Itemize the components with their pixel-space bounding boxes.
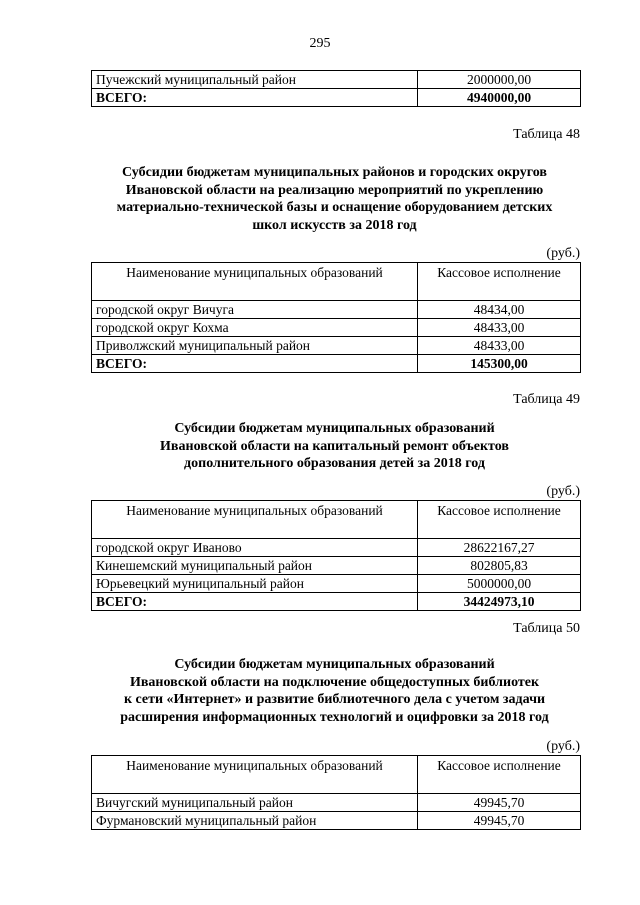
- total-row: [92, 89, 581, 107]
- amount-value: 49945,70: [418, 812, 581, 830]
- table-50-label: Таблица 50: [513, 621, 580, 636]
- table-49-label: Таблица 49: [513, 392, 580, 407]
- table-row: [92, 794, 581, 812]
- unit-label: (руб.): [546, 739, 580, 754]
- column-header-name: Наименование муниципальных образований: [92, 263, 418, 301]
- table-row: [92, 337, 581, 355]
- amount-value: 802805,83: [418, 557, 581, 575]
- header-row: [92, 263, 581, 301]
- municipality-name: Фурмановский муниципальный район: [92, 812, 418, 830]
- unit-label: (руб.): [546, 484, 580, 499]
- title-line: Ивановской области на подключение общедоступных библиотек: [129, 674, 540, 690]
- table-row: [92, 575, 581, 593]
- column-header-amount: Кассовое исполнение: [418, 501, 581, 539]
- title-line: школ искусств за 2018 год: [252, 217, 417, 233]
- title-line: дополнительного образования детей за 2018 год: [184, 456, 485, 471]
- municipality-name: Пучежский муниципальный район: [92, 71, 418, 89]
- total-value: 34424973,10: [418, 593, 581, 611]
- municipality-name: Кинешемский муниципальный район: [92, 557, 418, 575]
- total-row: [92, 355, 581, 373]
- table-48-label: Таблица 48: [513, 127, 580, 142]
- table-row: [92, 539, 581, 557]
- municipality-name: городской округ Кохма: [92, 319, 418, 337]
- title-line: Субсидии бюджетам муниципальных образований: [174, 421, 495, 436]
- municipality-name: Юрьевецкий муниципальный район: [92, 575, 418, 593]
- amount-value: 48433,00: [418, 319, 581, 337]
- unit-label: (руб.): [546, 246, 580, 261]
- total-label: ВСЕГО:: [92, 593, 418, 611]
- title-line: материально-технической базы и оснащение оборудованием детских: [116, 200, 553, 215]
- total-label: ВСЕГО:: [92, 89, 418, 107]
- table-49-title: [60, 420, 609, 473]
- table-48-title: [60, 164, 609, 234]
- continuation-table: [91, 70, 581, 107]
- header-row: [92, 756, 581, 794]
- column-header-name: Наименование муниципальных образований: [92, 756, 418, 794]
- title-line: Субсидии бюджетам муниципальных районов и городских округов: [122, 165, 547, 180]
- table-row: [92, 557, 581, 575]
- title-line: Ивановской области на реализацию мероприятий по укреплению: [125, 182, 544, 198]
- table-50-title: [60, 656, 609, 726]
- amount-value: 48433,00: [418, 337, 581, 355]
- municipality-name: городской округ Вичуга: [92, 301, 418, 319]
- municipality-name: Вичугский муниципальный район: [92, 794, 418, 812]
- amount-value: 28622167,27: [418, 539, 581, 557]
- table-49: [91, 500, 581, 611]
- amount-value: 5000000,00: [418, 575, 581, 593]
- table-row: [92, 812, 581, 830]
- amount-value: 49945,70: [418, 794, 581, 812]
- amount-value: 48434,00: [418, 301, 581, 319]
- municipality-name: Приволжский муниципальный район: [92, 337, 418, 355]
- title-line: расширения информационных технологий и оцифровки за 2018 год: [120, 709, 549, 725]
- total-value: 4940000,00: [418, 89, 581, 107]
- total-label: ВСЕГО:: [92, 355, 418, 373]
- amount-value: 2000000,00: [418, 71, 581, 89]
- column-header-amount: Кассовое исполнение: [418, 756, 581, 794]
- header-row: [92, 501, 581, 539]
- column-header-amount: Кассовое исполнение: [418, 263, 581, 301]
- column-header-name: Наименование муниципальных образований: [92, 501, 418, 539]
- table-row: [92, 319, 581, 337]
- total-value: 145300,00: [418, 355, 581, 373]
- title-line: к сети «Интернет» и развитие библиотечного дела с учетом задачи: [123, 692, 546, 707]
- municipality-name: городской округ Иваново: [92, 539, 418, 557]
- title-line: Субсидии бюджетам муниципальных образований: [174, 657, 495, 672]
- table-50: [91, 755, 581, 830]
- table-48: [91, 262, 581, 373]
- title-line: Ивановской области на капитальный ремонт объектов: [160, 438, 509, 454]
- total-row: [92, 593, 581, 611]
- table-row: [92, 71, 581, 89]
- page-number: 295: [309, 36, 331, 51]
- table-row: [92, 301, 581, 319]
